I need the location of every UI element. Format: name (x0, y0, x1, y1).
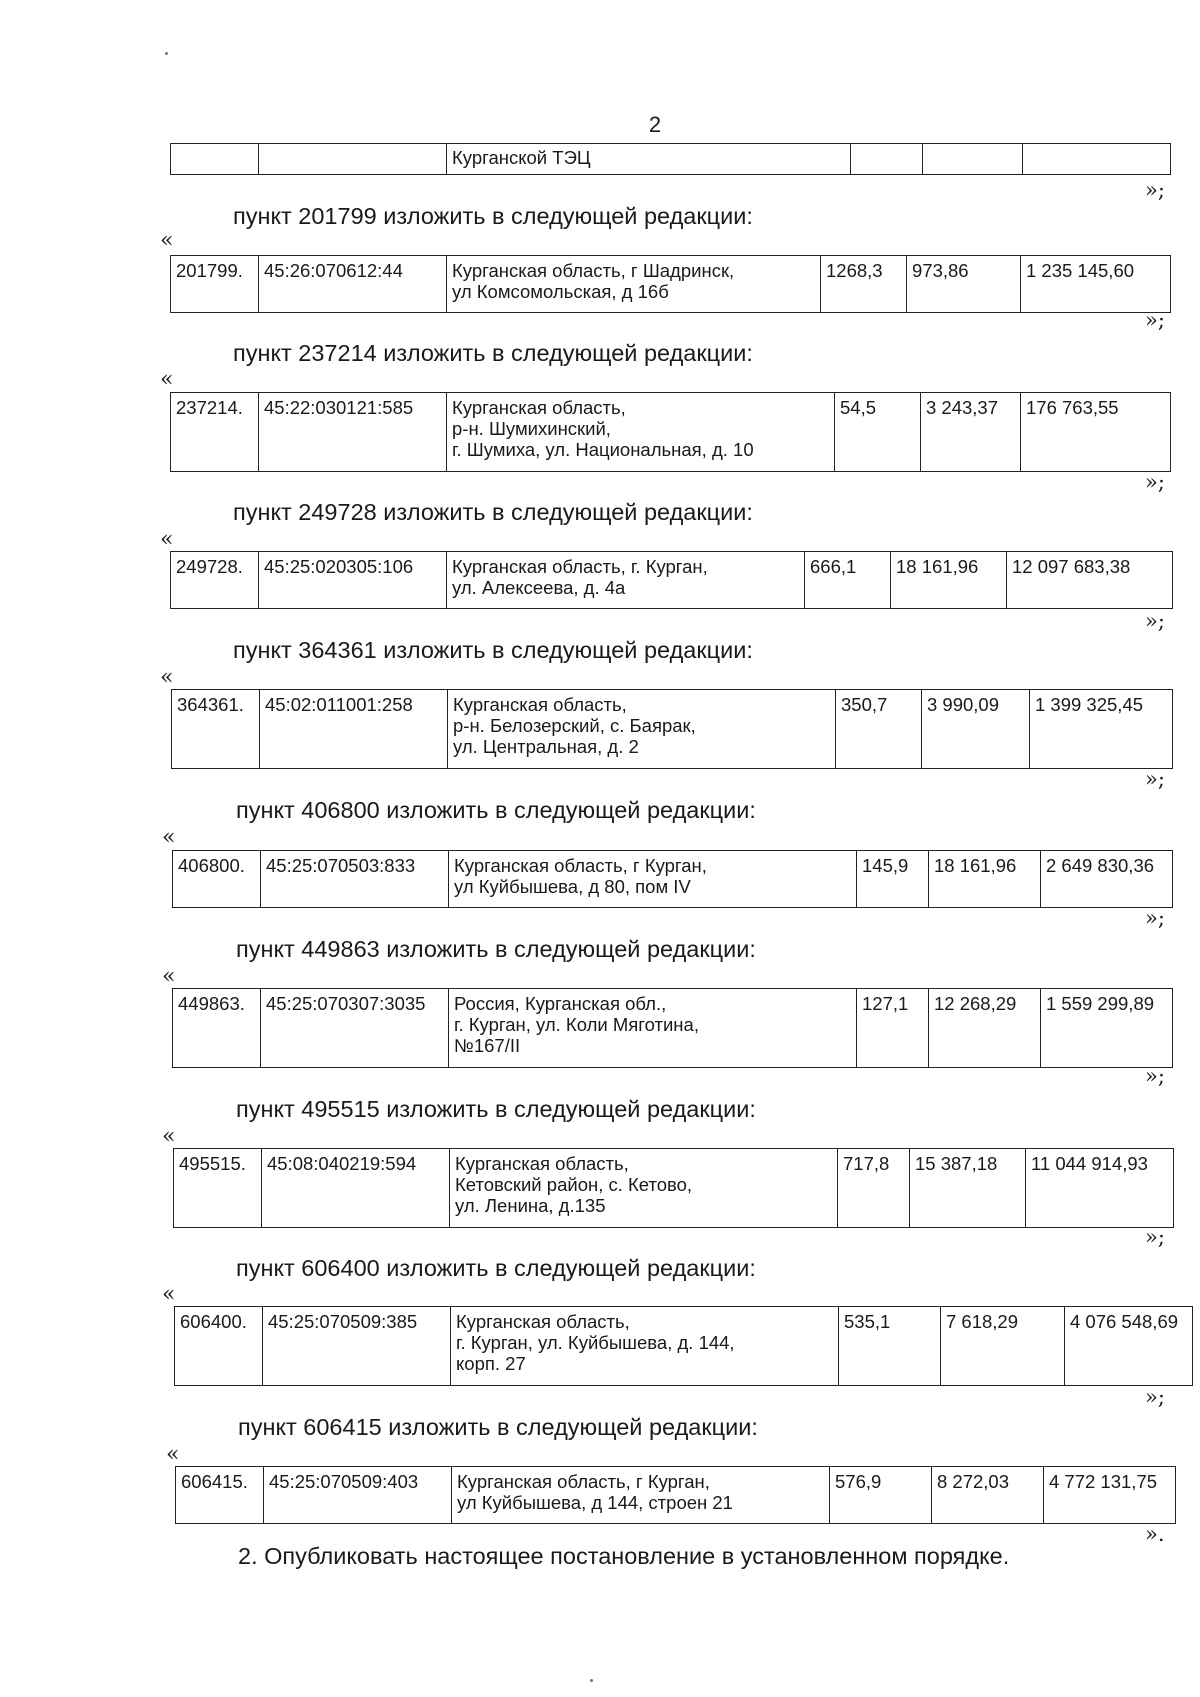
table-row (171, 393, 1171, 472)
cell-value (1023, 144, 1171, 175)
closing-quote: »; (1145, 906, 1165, 930)
closing-quote: »; (1145, 609, 1165, 633)
amendment-table (170, 392, 1171, 472)
cell-rate: 8 272,03 (932, 1467, 1044, 1524)
table-row (173, 851, 1173, 908)
cell-area: 576,9 (830, 1467, 932, 1524)
cell-rate: 3 243,37 (921, 393, 1021, 472)
closing-quote: »; (1145, 767, 1165, 791)
cell-rate: 7 618,29 (941, 1307, 1065, 1386)
table-row (175, 1307, 1193, 1386)
cell-value: 4 076 548,69 (1065, 1307, 1193, 1386)
table-row (174, 1149, 1174, 1228)
cell-value: 2 649 830,36 (1041, 851, 1173, 908)
opening-quote: « (160, 367, 174, 392)
cell-cadastral: 45:22:030121:585 (259, 393, 447, 472)
cell-rate: 18 161,96 (929, 851, 1041, 908)
closing-quote: »; (1145, 1225, 1165, 1249)
cell-num (171, 144, 259, 175)
cell-cadastral: 45:25:020305:106 (259, 552, 447, 609)
amendment-table (170, 255, 1171, 313)
amendment-heading: пункт 606400 изложить в следующей редакции: (236, 1255, 756, 1281)
cell-num: 201799. (171, 256, 259, 313)
cell-cadastral: 45:25:070307:3035 (261, 989, 449, 1068)
amendment-table (175, 1466, 1176, 1524)
opening-quote: « (162, 1282, 176, 1307)
amendment-heading: пункт 406800 изложить в следующей редакции: (236, 797, 756, 823)
cell-cadastral: 45:25:070503:833 (261, 851, 449, 908)
cell-cadastral: 45:02:011001:258 (260, 690, 448, 769)
cell-area: 127,1 (857, 989, 929, 1068)
cell-area: 350,7 (836, 690, 922, 769)
cell-address: Курганской ТЭЦ (447, 144, 851, 175)
closing-quote: ». (1145, 1522, 1165, 1546)
cell-area: 1268,3 (821, 256, 907, 313)
cell-cadastral: 45:25:070509:403 (264, 1467, 452, 1524)
cell-area: 666,1 (805, 552, 891, 609)
cell-num: 495515. (174, 1149, 262, 1228)
opening-quote: « (162, 964, 176, 989)
cell-address: Курганская область, р-н. Белозерский, с. Баярак, ул. Центральная, д. 2 (448, 690, 836, 769)
cell-rate: 18 161,96 (891, 552, 1007, 609)
scan-speck (165, 52, 168, 55)
cell-cadastral (259, 144, 447, 175)
opening-quote: « (162, 825, 176, 850)
cell-num: 606415. (176, 1467, 264, 1524)
cell-num: 364361. (172, 690, 260, 769)
amendment-heading: пункт 237214 изложить в следующей редакции: (233, 340, 753, 366)
opening-quote: « (160, 527, 174, 552)
amendment-table (172, 988, 1173, 1068)
closing-quote: »; (1145, 1064, 1165, 1088)
cell-address: Курганская область, Кетовский район, с. Кетово, ул. Ленина, д.135 (450, 1149, 838, 1228)
cell-rate: 3 990,09 (922, 690, 1030, 769)
opening-quote: « (166, 1442, 180, 1467)
top-close-mark: »; (1145, 178, 1165, 202)
table-row (171, 256, 1171, 313)
amendment-heading: пункт 201799 изложить в следующей редакции: (233, 203, 753, 229)
cell-cadastral: 45:25:070509:385 (263, 1307, 451, 1386)
amendment-heading: пункт 449863 изложить в следующей редакции: (236, 936, 756, 962)
page-number: 2 (648, 112, 662, 137)
opening-quote: « (160, 665, 174, 690)
amendment-table (172, 850, 1173, 908)
table-row (173, 989, 1173, 1068)
cell-num: 406800. (173, 851, 261, 908)
cell-address: Россия, Курганская обл., г. Курган, ул. Коли Мяготина, №167/II (449, 989, 857, 1068)
opening-quote: « (162, 1124, 176, 1149)
top-table-row (170, 143, 1171, 175)
amendment-table (171, 689, 1173, 769)
cell-area: 535,1 (839, 1307, 941, 1386)
amendment-table (173, 1148, 1174, 1228)
amendment-heading: пункт 495515 изложить в следующей редакции: (236, 1096, 756, 1122)
table-row (172, 690, 1173, 769)
cell-address: Курганская область, г Шадринск, ул Комсомольская, д 16б (447, 256, 821, 313)
cell-value: 1 399 325,45 (1030, 690, 1173, 769)
cell-num: 449863. (173, 989, 261, 1068)
cell-value: 4 772 131,75 (1044, 1467, 1176, 1524)
cell-value: 11 044 914,93 (1026, 1149, 1174, 1228)
cell-num: 606400. (175, 1307, 263, 1386)
amendment-table (174, 1306, 1193, 1386)
cell-address: Курганская область, г Курган, ул Куйбышева, д 80, пом IV (449, 851, 857, 908)
cell-area (851, 144, 923, 175)
cell-cadastral: 45:08:040219:594 (262, 1149, 450, 1228)
cell-area: 717,8 (838, 1149, 910, 1228)
amendment-table (170, 551, 1173, 609)
cell-num: 249728. (171, 552, 259, 609)
closing-quote: »; (1145, 470, 1165, 494)
cell-address: Курганская область, г. Курган, ул. Алексеева, д. 4а (447, 552, 805, 609)
closing-quote: »; (1145, 1385, 1165, 1409)
cell-area: 145,9 (857, 851, 929, 908)
cell-rate (923, 144, 1023, 175)
scan-speck (590, 1679, 593, 1682)
cell-area: 54,5 (835, 393, 921, 472)
cell-value: 1 559 299,89 (1041, 989, 1173, 1068)
cell-value: 176 763,55 (1021, 393, 1171, 472)
cell-rate: 973,86 (907, 256, 1021, 313)
cell-value: 1 235 145,60 (1021, 256, 1171, 313)
cell-cadastral: 45:26:070612:44 (259, 256, 447, 313)
cell-address: Курганская область, р-н. Шумихинский, г. Шумиха, ул. Национальная, д. 10 (447, 393, 835, 472)
cell-value: 12 097 683,38 (1007, 552, 1173, 609)
table-row (176, 1467, 1176, 1524)
cell-num: 237214. (171, 393, 259, 472)
amendment-heading: пункт 364361 изложить в следующей редакции: (233, 637, 753, 663)
cell-rate: 12 268,29 (929, 989, 1041, 1068)
amendment-heading: пункт 606415 изложить в следующей редакции: (238, 1414, 758, 1440)
cell-address: Курганская область, г Курган, ул Куйбышева, д 144, строен 21 (452, 1467, 830, 1524)
closing-quote: »; (1145, 308, 1165, 332)
cell-address: Курганская область, г. Курган, ул. Куйбышева, д. 144, корп. 27 (451, 1307, 839, 1386)
opening-quote: « (160, 228, 174, 253)
amendment-heading: пункт 249728 изложить в следующей редакции: (233, 499, 753, 525)
table-row (171, 552, 1173, 609)
cell-rate: 15 387,18 (910, 1149, 1026, 1228)
closing-paragraph: 2. Опубликовать настоящее постановление в установленном порядке. (238, 1543, 1010, 1569)
